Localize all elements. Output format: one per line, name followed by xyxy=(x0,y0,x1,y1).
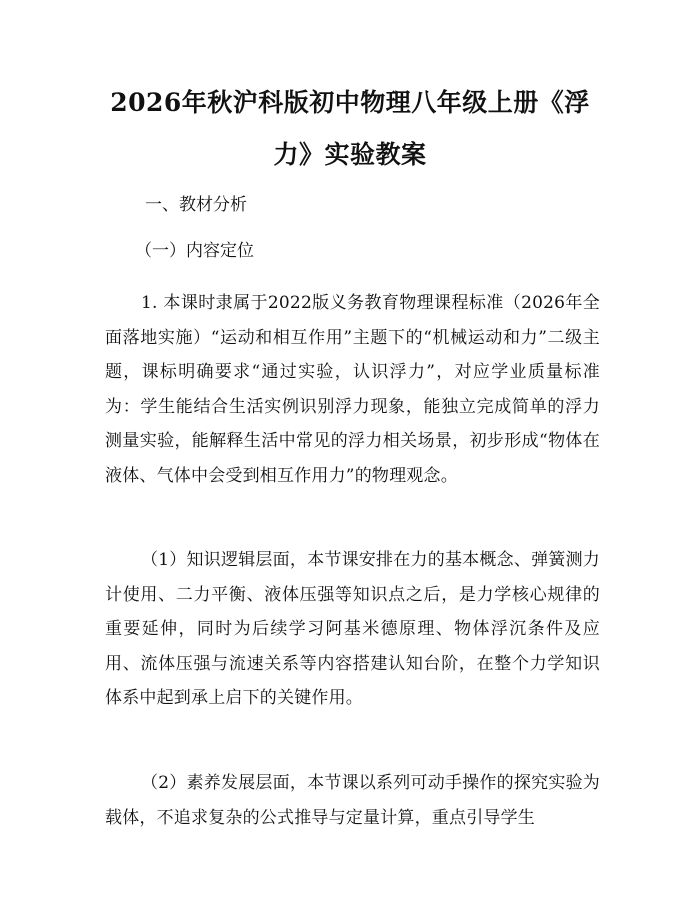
paragraph-literacy-development: （2）素养发展层面，本节课以系列可动手操作的探究实验为载体，不追求复杂的公式推导与定量计算，重点引导学生 xyxy=(105,773,600,828)
paragraph-content-positioning: 1. 本课时隶属于2022版义务教育物理课程标准（2026年全面落地实施）“运动和相互作用”主题下的“机械运动和力”二级主题，课标明确要求“通过实验，认识浮力”，对应学业质量标准为：学生能结合生活实例识别浮力现象，能独立完成简单的浮力测量实验，能解释生活中常见的浮力相关场景，初步形成“物体在液体、气体中会受到相互作用力”的物理观念。 xyxy=(105,293,600,486)
section-heading: 一、教材分析 xyxy=(145,195,247,215)
document-title: 2026年秋沪科版初中物理八年级上册《浮力》实验教案 xyxy=(110,88,590,169)
subsection-heading: （一）内容定位 xyxy=(135,241,254,261)
paragraph-knowledge-logic: （1）知识逻辑层面，本节课安排在力的基本概念、弹簧测力计使用、二力平衡、液体压强等知识点之后，是力学核心规律的重要延伸，同时为后续学习阿基米德原理、物体浮沉条件及应用、流体压强与流速关系等内容搭建认知台阶，在整个力学知识体系中起到承上启下的关键作用。 xyxy=(105,550,600,709)
